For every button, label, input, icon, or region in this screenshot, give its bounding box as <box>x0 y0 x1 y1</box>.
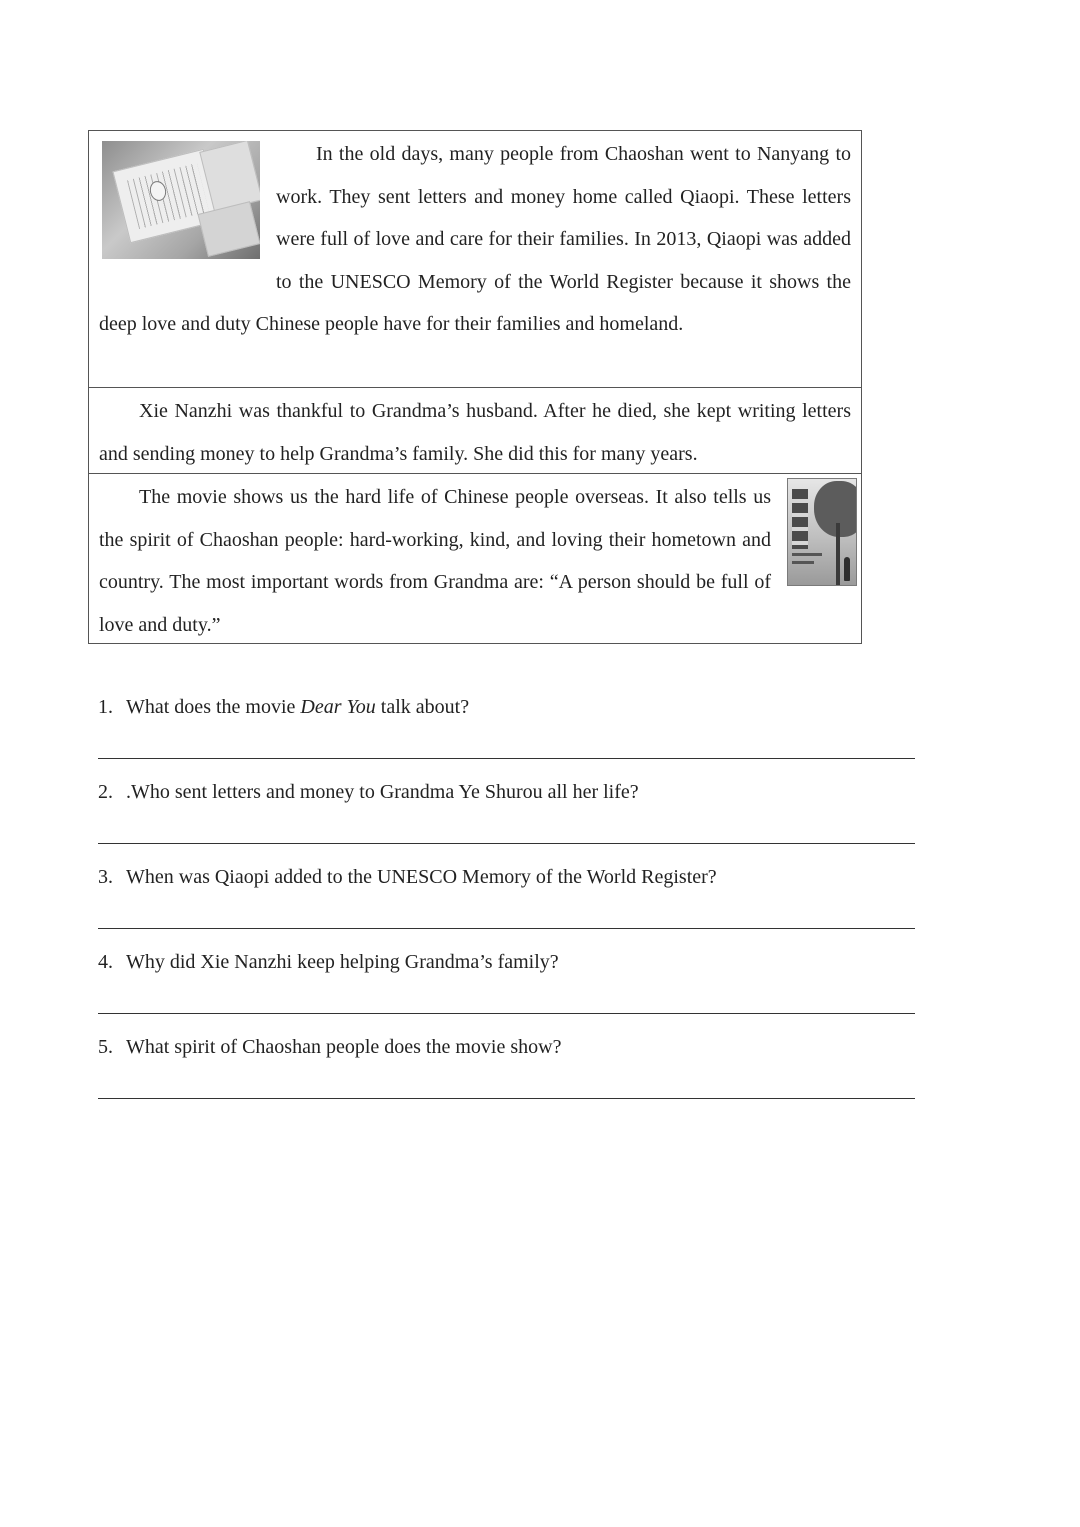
question-text: 2. .Who sent letters and money to Grandma Ye Shurou all her life? <box>98 773 915 811</box>
answer-line[interactable] <box>98 1013 915 1014</box>
question-list <box>98 688 915 1113</box>
question-number: 3. <box>98 866 113 888</box>
qiaopi-letters-photo-icon <box>102 141 260 259</box>
movie-poster-photo-icon <box>787 478 857 586</box>
question-number: 1. <box>98 696 113 718</box>
passage-section-qiaopi <box>89 131 861 387</box>
passage-section-xie-nanzhi <box>89 387 861 473</box>
passage-section-movie <box>89 473 861 643</box>
question-text: 4. Why did Xie Nanzhi keep helping Grandma’s family? <box>98 943 915 981</box>
question-number: 2. <box>98 781 113 803</box>
answer-line[interactable] <box>98 1098 915 1099</box>
movie-title: Dear You <box>300 696 376 718</box>
answer-line[interactable] <box>98 928 915 929</box>
question-item <box>98 688 915 773</box>
passage-table <box>88 130 862 644</box>
question-item <box>98 943 915 1028</box>
passage-paragraph-xie-nanzhi: Xie Nanzhi was thankful to Grandma’s husband. After he died, she kept writing letters and sending money to help Grandma’s family. She did this for many years. <box>99 400 851 465</box>
question-text: 1. What does the movie Dear You talk about? <box>98 688 915 726</box>
question-text: 3. When was Qiaopi added to the UNESCO Memory of the World Register? <box>98 858 915 896</box>
passage-paragraph-movie: The movie shows us the hard life of Chinese people overseas. It also tells us the spirit of Chaoshan people: hard-working, kind, and loving their hometown and country. The most important words from Grandma are: “A person should be full of love and duty.” <box>99 486 771 636</box>
question-number: 5. <box>98 1036 113 1058</box>
question-item <box>98 773 915 858</box>
question-text: 5. What spirit of Chaoshan people does the movie show? <box>98 1028 915 1066</box>
question-item <box>98 1028 915 1113</box>
answer-line[interactable] <box>98 843 915 844</box>
question-item <box>98 858 915 943</box>
passage-paragraph-qiaopi: In the old days, many people from Chaoshan went to Nanyang to work. They sent letters and money home called Qiaopi. These letters were full of love and care for their families. In 2013, Qiaopi was added to the UNESCO Memory of the World Register because it shows the deep love and duty Chinese people have for their families and homeland. <box>99 143 851 335</box>
answer-line[interactable] <box>98 758 915 759</box>
question-number: 4. <box>98 951 113 973</box>
